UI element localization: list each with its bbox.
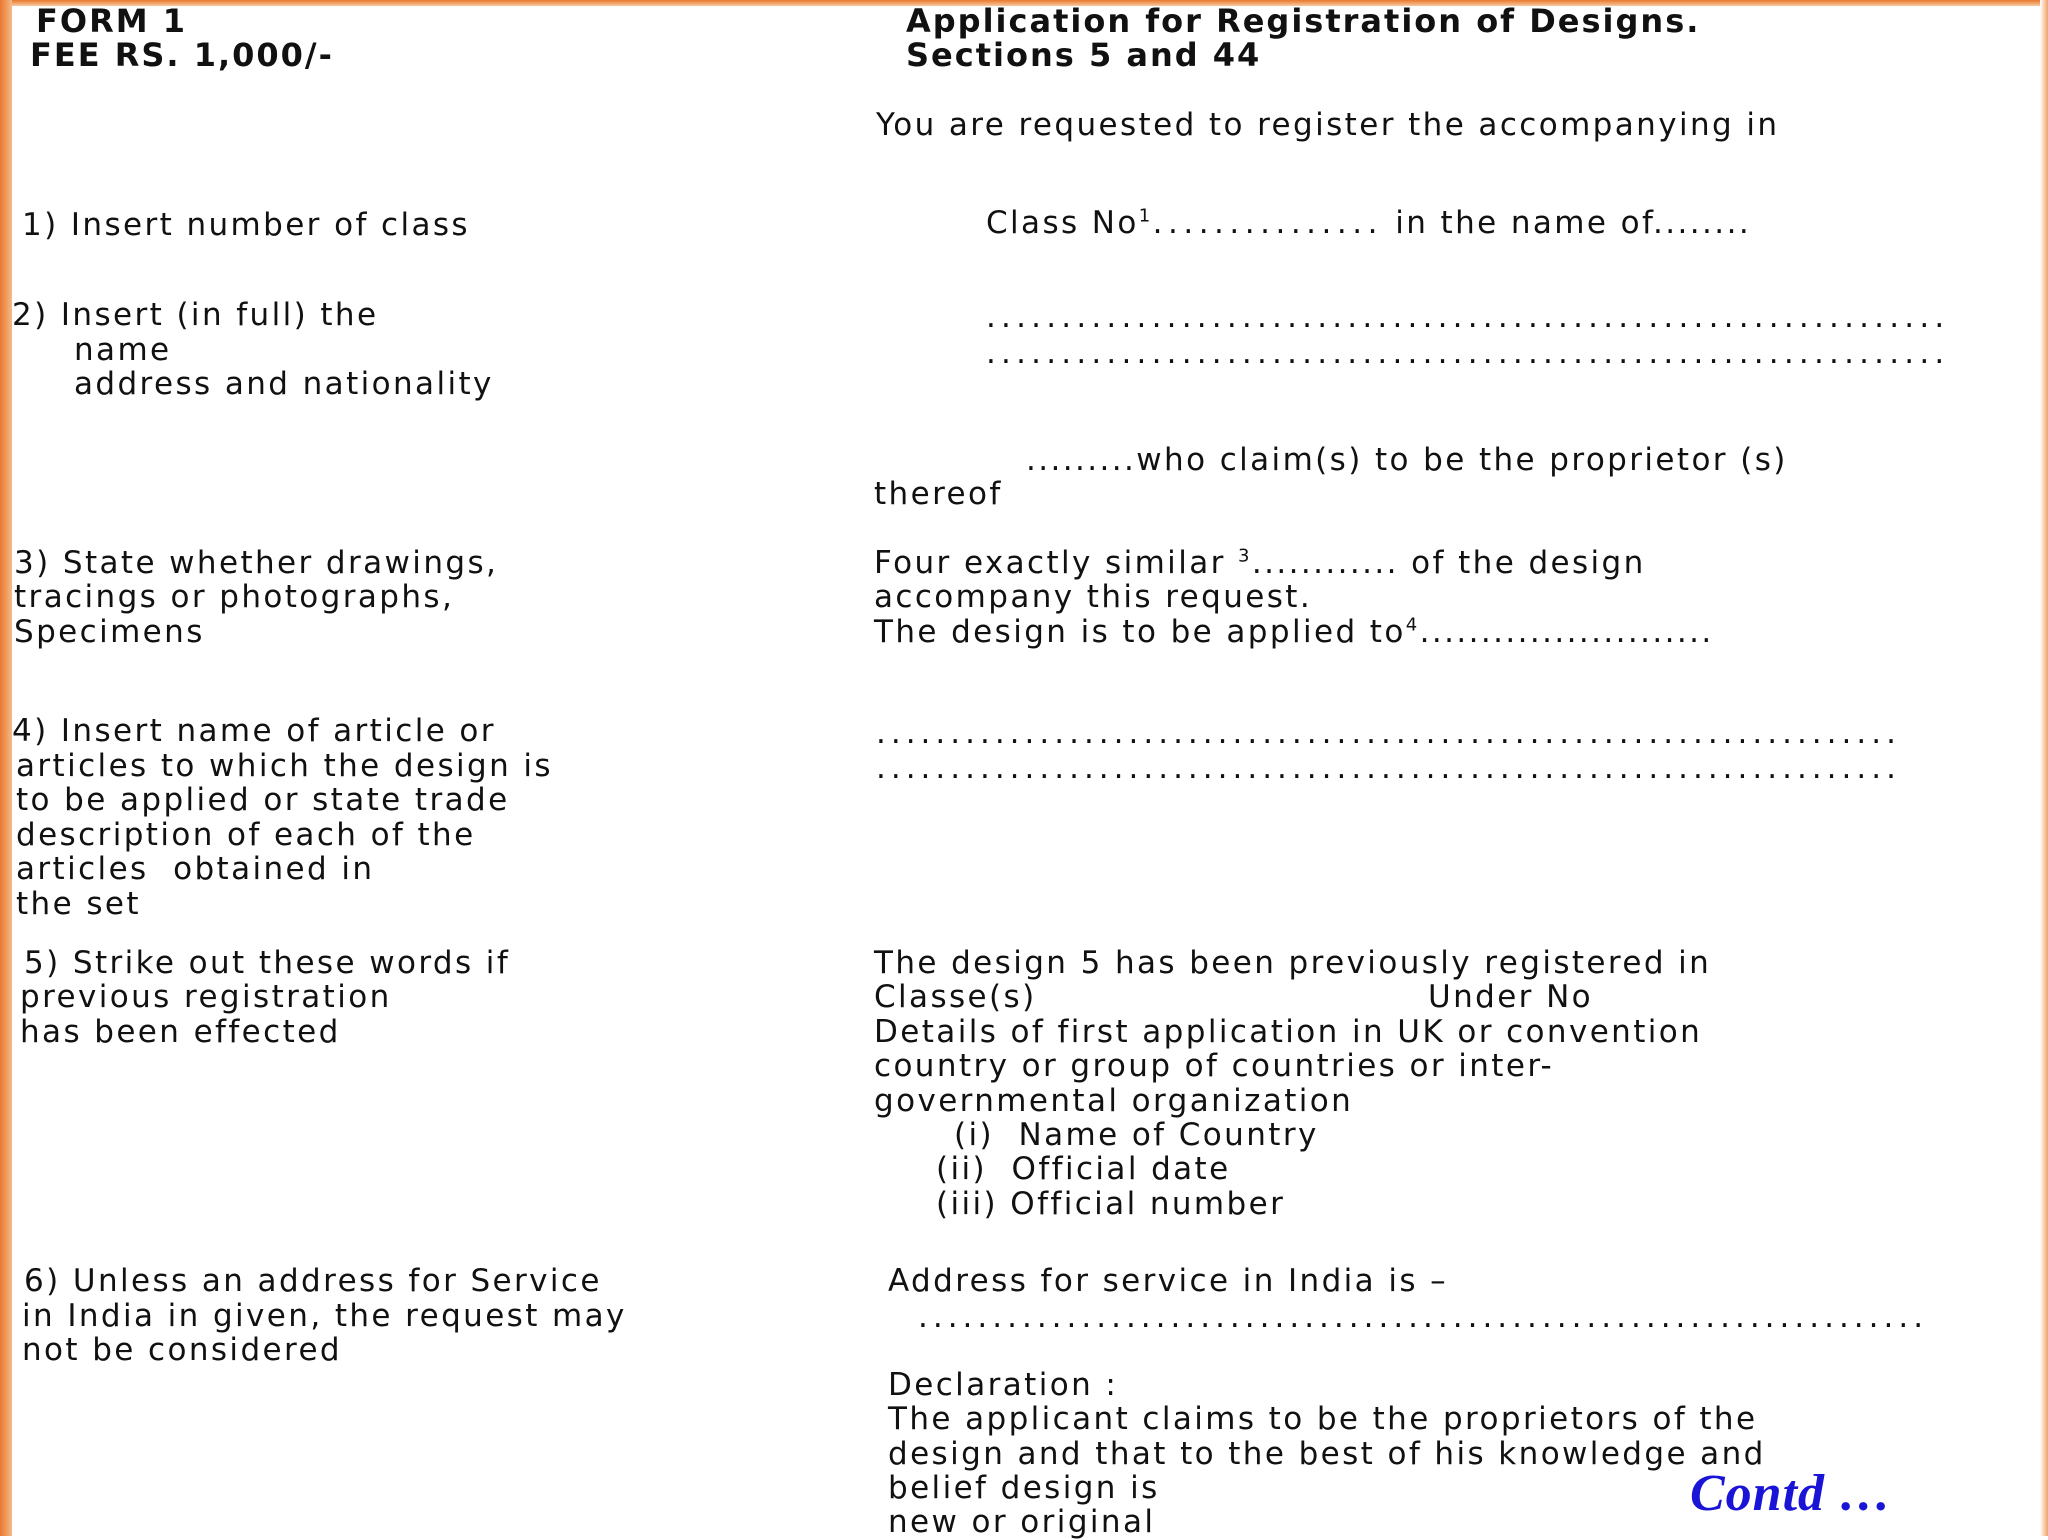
page-frame-left [0, 0, 12, 1536]
s5-under-no: Under No [1428, 979, 1594, 1015]
s5-item-country: (i) Name of Country [954, 1117, 1319, 1153]
page-frame-right [2040, 0, 2048, 1536]
s4-note-line6: the set [16, 886, 141, 922]
s3-note-line1: 3) State whether drawings, [14, 545, 499, 581]
s3-footnote-mark-4: 4 [1405, 614, 1420, 636]
s5-text-line4: country or group of countries or inter- [874, 1048, 1555, 1084]
s3-note-line2: tracings or photographs, [14, 579, 455, 615]
s5-note-line1: 5) Strike out these words if [24, 945, 511, 981]
s6-declaration-line4: new or original [888, 1504, 1156, 1540]
s4-note-line3: to be applied or state trade [16, 782, 510, 818]
s5-note-line3: has been effected [20, 1014, 341, 1050]
s3-text-suffix: ............ of the design [1251, 545, 1646, 581]
s6-declaration-line1: The applicant claims to be the proprietors of the [888, 1401, 1758, 1437]
form-number: FORM 1 [36, 2, 187, 40]
s3-text-line2: accompany this request. [874, 579, 1313, 615]
continued-label: Contd … [1690, 1465, 1893, 1522]
s1-field-suffix: in the name of........ [1382, 205, 1752, 241]
s1-note: 1) Insert number of class [22, 207, 470, 243]
s4-article-blank-2: ..................................................................... [876, 750, 1901, 786]
s6-note-line2: in India in given, the request may [22, 1298, 627, 1334]
s6-declaration-line2: design and that to the best of his knowledge and [888, 1436, 1766, 1472]
s4-article-blank-1: ..................................................................... [876, 715, 1901, 751]
s5-classes: Classe(s) [874, 979, 1037, 1015]
s5-text-line5: governmental organization [874, 1083, 1354, 1119]
s3-text-line3 [874, 615, 1714, 650]
s6-declaration-heading: Declaration : [888, 1367, 1119, 1403]
s2-claim-line2: thereof [874, 476, 1003, 512]
s3-note-line3: Specimens [14, 614, 205, 650]
intro-text: You are requested to register the accompanying in [876, 107, 1780, 143]
s5-item-number: (iii) Official number [936, 1186, 1286, 1222]
s2-note-line1: 2) Insert (in full) the [12, 297, 379, 333]
s5-text-line1: The design 5 has been previously registered in [874, 945, 1712, 981]
s6-note-line3: not be considered [22, 1332, 343, 1368]
s6-declaration-line3: belief design is [888, 1470, 1160, 1506]
s3-text-line1 [874, 546, 1646, 581]
form-fee: FEE RS. 1,000/- [30, 36, 334, 74]
s1-footnote-mark: 1 [1138, 205, 1153, 227]
s1-field-prefix: Class No [986, 205, 1139, 241]
s2-name-blank-1: ................................................................ [986, 299, 1950, 335]
s2-name-blank-2: ................................................................ [986, 335, 1950, 371]
s5-item-date: (ii) Official date [936, 1151, 1231, 1187]
s5-text-line3: Details of first application in UK or convention [874, 1014, 1703, 1050]
s1-field-blank: ............... [1152, 205, 1383, 241]
s4-note-line5: articles obtained in [16, 851, 375, 887]
s1-class-field [986, 206, 1751, 241]
s5-note-line2: previous registration [20, 979, 392, 1015]
s6-address-label: Address for service in India is – [888, 1263, 1449, 1299]
s4-note-line4: description of each of the [16, 817, 476, 853]
s6-address-blank: .................................................................... [918, 1299, 1929, 1335]
s3-applied-blank: ........................ [1419, 614, 1714, 650]
s3-footnote-mark-3: 3 [1238, 545, 1252, 567]
s6-note-line1: 6) Unless an address for Service [24, 1263, 602, 1299]
form-title: Application for Registration of Designs. [906, 2, 1701, 40]
s2-claim-line: .........who claim(s) to be the proprietor (s) [1026, 442, 1788, 478]
s4-note-line1: 4) Insert name of article or [12, 713, 496, 749]
s3-text-prefix: Four exactly similar [874, 545, 1239, 581]
s4-note-line2: articles to which the design is [16, 748, 553, 784]
s2-note-line3: address and nationality [74, 366, 494, 402]
s3-applied-prefix: The design is to be applied to [874, 614, 1406, 650]
form-sections: Sections 5 and 44 [906, 36, 1262, 74]
s2-note-line2: name [74, 332, 172, 368]
